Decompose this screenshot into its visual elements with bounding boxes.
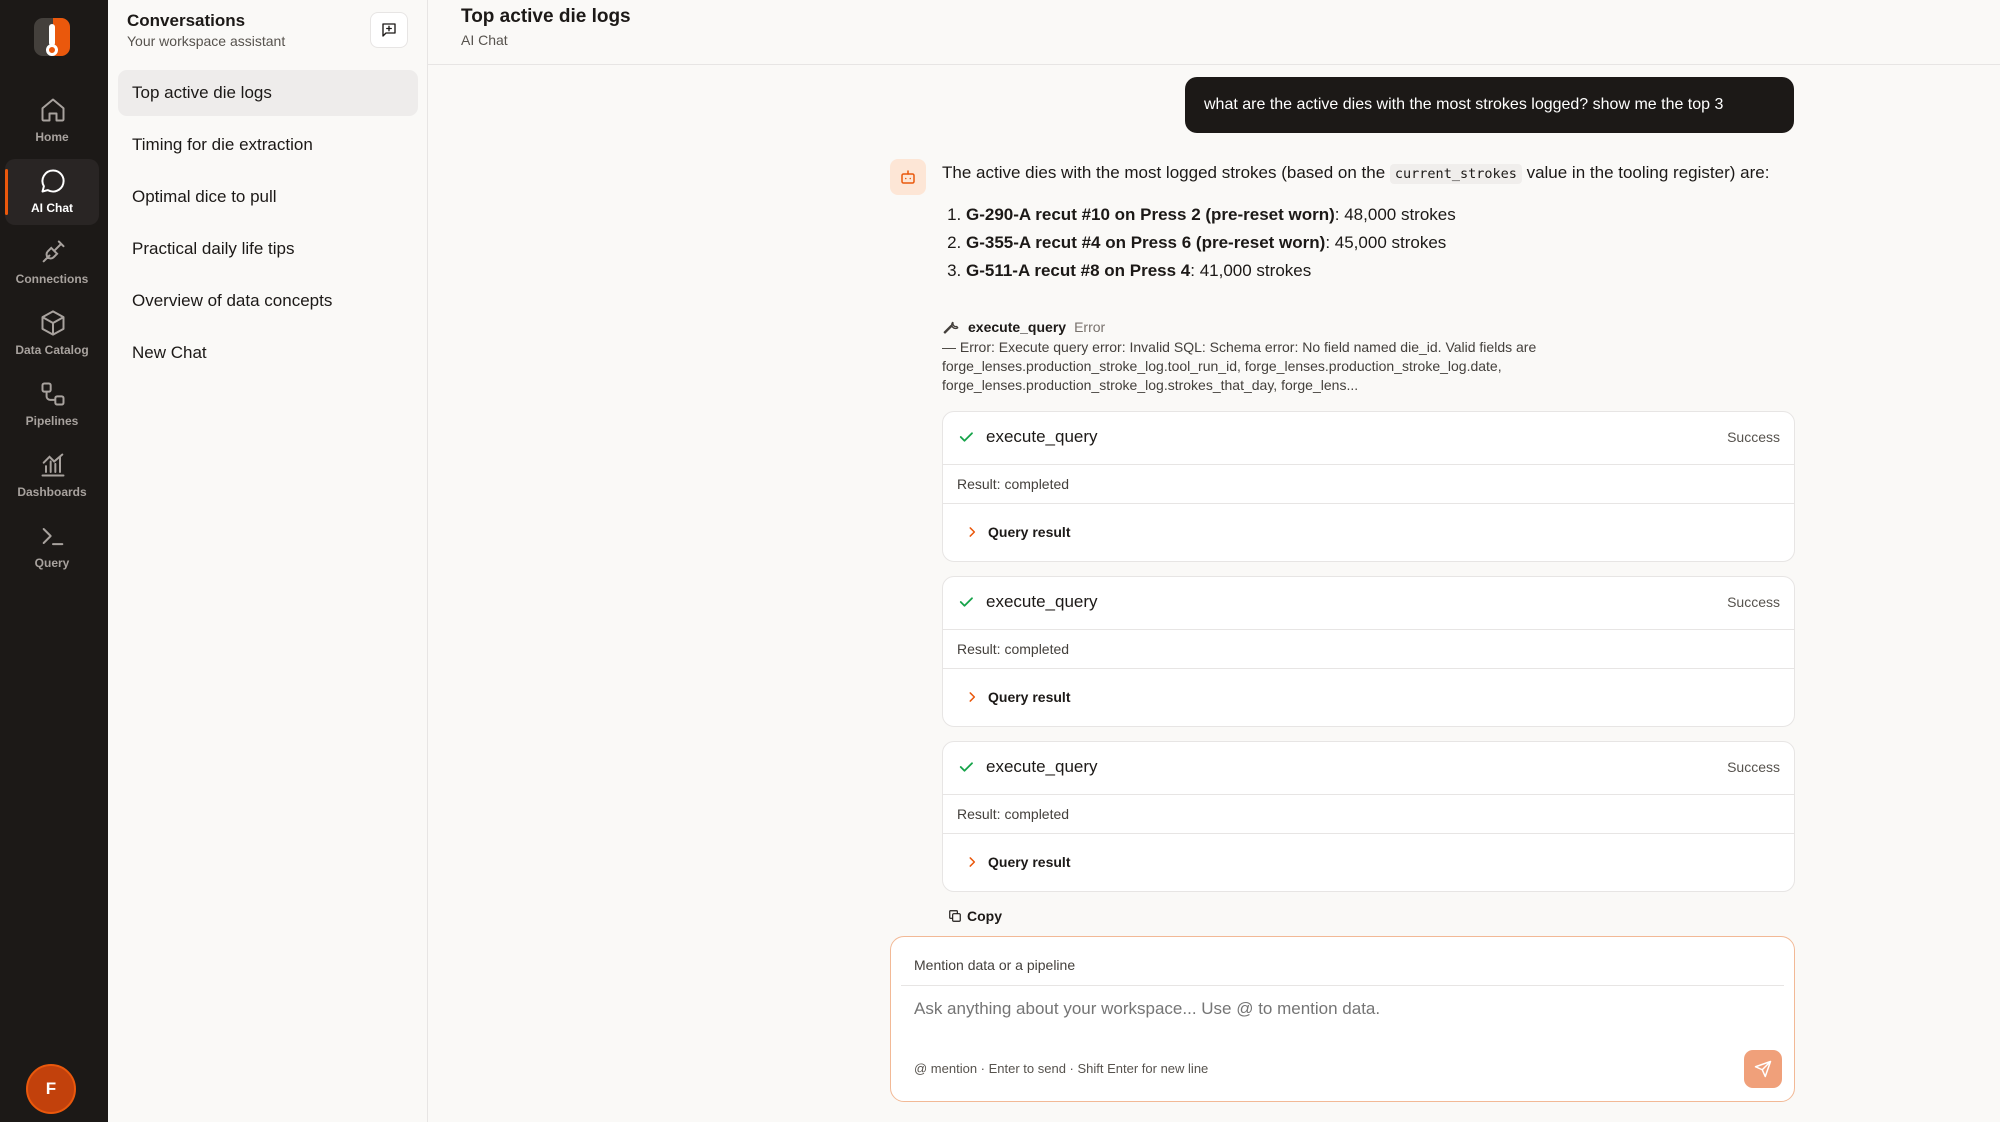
chart-icon	[39, 451, 67, 479]
conversations-subtitle: Your workspace assistant	[127, 33, 286, 49]
check-icon	[957, 758, 975, 776]
assistant-message	[942, 158, 1802, 285]
tool-status: Success	[1727, 759, 1780, 775]
conversations-title: Conversations	[127, 11, 246, 30]
tool-result: Result: completed	[943, 465, 1794, 504]
nav-item-query[interactable]	[5, 514, 99, 580]
nav-item-label: Connections	[15, 272, 89, 286]
assistant-avatar	[890, 159, 926, 195]
avatar[interactable]: F	[26, 1064, 76, 1114]
conversations-panel	[108, 0, 428, 1122]
nav-item-label: Query	[34, 556, 70, 570]
list-item: 2. G-355-A recut #4 on Press 6 (pre-reset worn): 45,000 strokes	[966, 229, 1802, 257]
query-result-label: Query result	[988, 689, 1071, 705]
user-message: what are the active dies with the most strokes logged? show me the top 3	[1185, 77, 1794, 133]
tool-card	[942, 411, 1795, 562]
answer-list	[942, 201, 1802, 285]
tool-name: execute_query	[986, 757, 1098, 776]
query-result-label: Query result	[988, 854, 1071, 870]
list-item: 1. G-290-A recut #10 on Press 2 (pre-reset worn): 48,000 strokes	[966, 201, 1802, 229]
chevron-right-icon	[965, 525, 979, 539]
conversation-item-timing-die-extraction[interactable]: Timing for die extraction	[132, 135, 313, 154]
send-icon	[1754, 1060, 1772, 1078]
tool-name: execute_query	[986, 427, 1098, 446]
tool-status: Success	[1727, 594, 1780, 610]
conversation-item-data-concepts[interactable]: Overview of data concepts	[132, 291, 333, 310]
nav-item-label: Dashboards	[17, 485, 87, 499]
nav-item-pipelines[interactable]	[5, 372, 99, 438]
conversation-item-new-chat[interactable]: New Chat	[132, 343, 207, 362]
nav-item-label: Pipelines	[25, 414, 79, 428]
home-icon	[39, 96, 67, 124]
message-composer	[890, 936, 1795, 1102]
chat-bubble-icon	[39, 167, 67, 195]
check-icon	[957, 593, 975, 611]
message-input[interactable]	[914, 999, 1714, 1019]
mention-data-button[interactable]: Mention data or a pipeline	[914, 957, 1076, 973]
app-logo[interactable]	[34, 18, 70, 56]
copy-button[interactable]	[948, 908, 1002, 924]
plug-icon	[39, 238, 67, 266]
tool-result: Result: completed	[943, 630, 1794, 669]
send-button[interactable]	[1744, 1050, 1782, 1088]
conversation-item-daily-life-tips[interactable]: Practical daily life tips	[132, 239, 295, 258]
chevron-right-icon	[965, 690, 979, 704]
query-result-toggle[interactable]	[943, 669, 1794, 727]
tool-status: Error	[1074, 319, 1106, 335]
assistant-intro: The active dies with the most logged strokes (based on the current_strokes value in the tooling register) are:	[942, 163, 1770, 182]
nav-item-label: Home	[35, 130, 69, 144]
wrench-icon	[942, 318, 960, 336]
tool-call-error	[942, 316, 1105, 338]
robot-icon	[899, 168, 917, 186]
copy-label: Copy	[967, 908, 1002, 924]
query-result-label: Query result	[988, 524, 1071, 540]
composer-divider	[901, 985, 1784, 986]
nav-item-label: AI Chat	[31, 201, 73, 215]
cube-icon	[39, 309, 67, 337]
page-title: Top active die logs	[461, 6, 631, 27]
nav-item-home[interactable]	[5, 88, 99, 154]
nav-item-connections[interactable]	[5, 230, 99, 296]
nav-item-data-catalog[interactable]	[5, 301, 99, 367]
tool-name: execute_query	[986, 592, 1098, 611]
tool-result: Result: completed	[943, 795, 1794, 834]
chat-header	[428, 0, 2000, 65]
conversation-item-top-active-die-logs[interactable]: Top active die logs	[118, 70, 418, 116]
nav-item-dashboards[interactable]	[5, 443, 99, 509]
page-subtitle: AI Chat	[461, 32, 508, 48]
tool-card	[942, 576, 1795, 727]
tool-status: Success	[1727, 429, 1780, 445]
nav-item-ai-chat[interactable]	[5, 159, 99, 225]
copy-icon	[948, 909, 962, 923]
pipeline-icon	[39, 380, 67, 408]
tool-card	[942, 741, 1795, 892]
nav-item-label: Data Catalog	[15, 343, 89, 357]
inline-code: current_strokes	[1390, 164, 1522, 184]
tool-name: execute_query	[968, 319, 1067, 335]
new-chat-button[interactable]	[370, 12, 408, 48]
error-message: — Error: Execute query error: Invalid SQL: Schema error: No field named die_id. Valid fields are forge_lenses.production_stroke_log.tool_run_id, forge_lenses.production_stroke_log.date, forge_lenses.production_stroke_log.strokes_that_day, forge_lens...	[942, 339, 1537, 393]
chevron-right-icon	[965, 855, 979, 869]
query-result-toggle[interactable]	[943, 834, 1794, 892]
conversation-item-optimal-dice[interactable]: Optimal dice to pull	[132, 187, 277, 206]
composer-hint: @ mention · Enter to send · Shift Enter for new line	[914, 1061, 1209, 1076]
new-message-icon	[380, 21, 398, 39]
query-result-toggle[interactable]	[943, 504, 1794, 562]
chat-main	[428, 0, 2000, 1122]
nav-rail	[0, 0, 108, 1122]
check-icon	[957, 428, 975, 446]
terminal-icon	[39, 522, 67, 550]
list-item: 3. G-511-A recut #8 on Press 4: 41,000 strokes	[966, 257, 1802, 285]
